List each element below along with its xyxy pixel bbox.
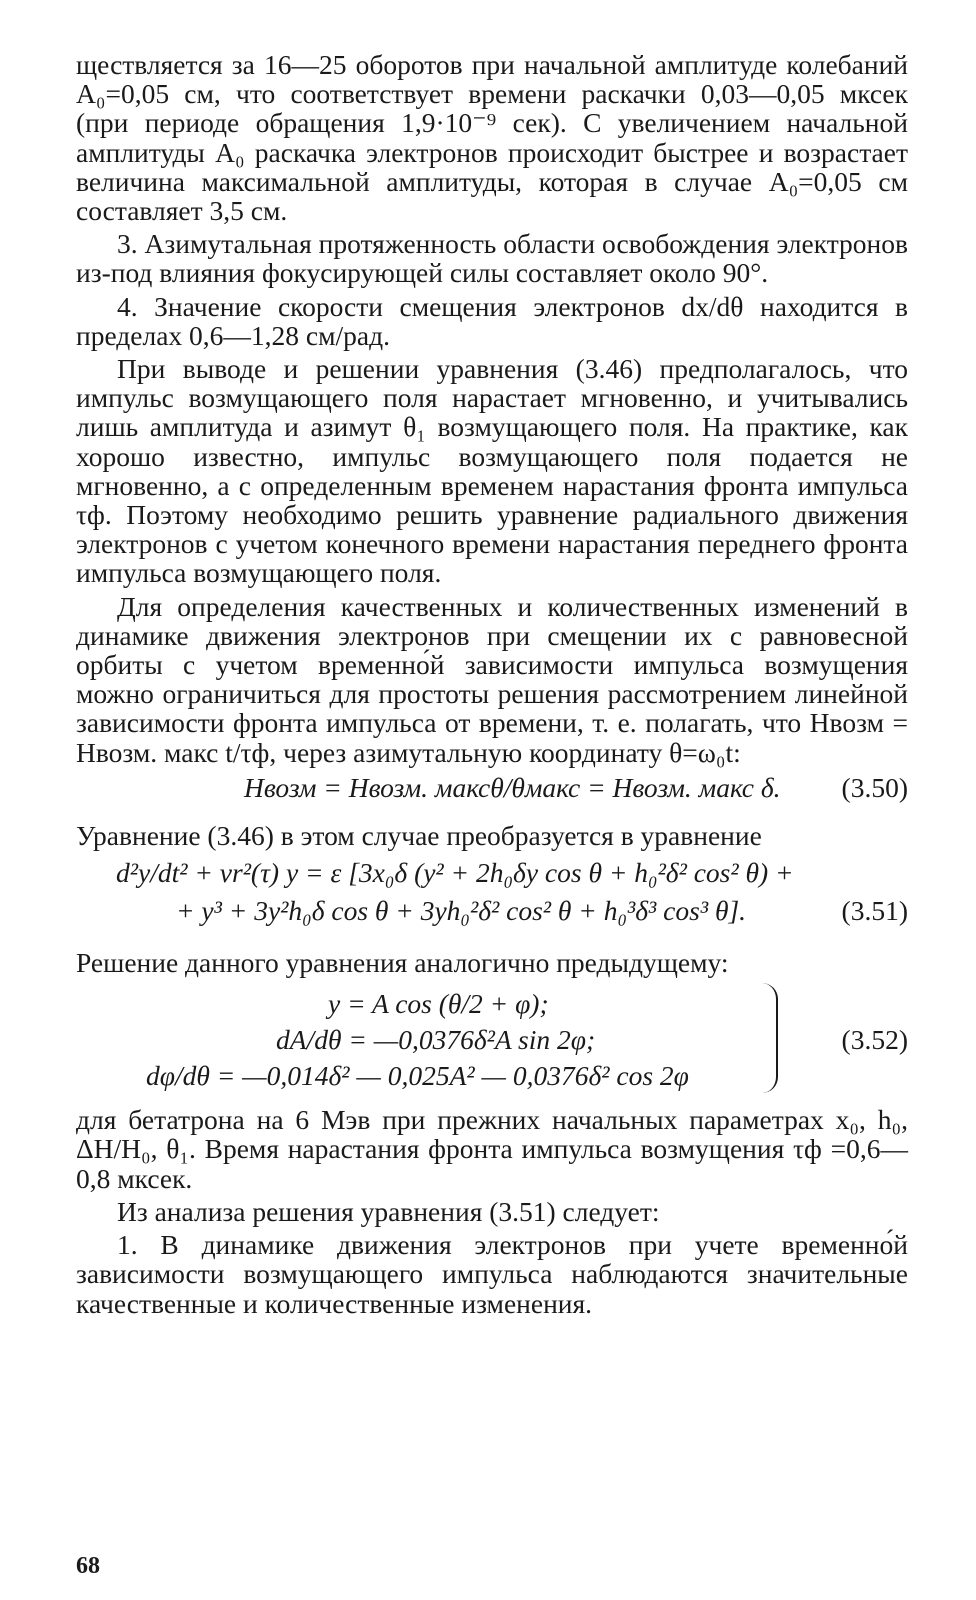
equation-3-52-line-3: dφ/dθ = —0,014δ² — 0,025A² — 0,0376δ² cos 2φ [146,1060,689,1092]
equation-3-52-number: (3.52) [841,1024,908,1056]
paragraph-linear-front: Для определения качественных и количественных изменений в динамике движения электронов при смещении их с равновесной орбиты с учетом временно́й зависимости импульса возмущения можно ограничиться для простоты решения рассмотрением линейной зависимости фронта импульса от времени, т. е. полагать, что Hвозм = Hвозм. макс t/τф, через азимутальную координату θ=ω₀t: [76,590,908,768]
equation-system-3-52 [76,981,908,1105]
equation-3-50 [76,773,908,817]
paragraph-item-1: 1. В динамике движения электронов при учете временно́й зависимости возмущающего импульса наблюдаются значительные качественные и количественные изменения. [76,1229,908,1319]
paragraph-impulse-assumption: При выводе и решении уравнения (3.46) предполагалось, что импульс возмущающего поля нарастает мгновенно, и учитывались лишь амплитуда и азимут θ₁ возмущающего поля. На практике, как хорошо известно, импульс возмущающего поля подается не мгновенно, а с определенным временем нарастания фронта импульса τф. Поэтому необходимо решить уравнение радиального движения электронов с учетом конечного времени нарастания переднего фронта импульса возмущающего поля. [76,353,908,589]
page-number: 68 [76,1553,100,1579]
right-brace [762,983,778,1093]
paragraph-analysis-intro: Из анализа решения уравнения (3.51) следует: [117,1195,660,1227]
equation-3-52-line-2: dA/dθ = —0,0376δ²A sin 2φ; [276,1024,596,1056]
equation-3-52-line-1: y = A cos (θ/2 + φ); [328,988,549,1020]
equation-3-51-line-2: + y³ + 3y²h₀δ cos θ + 3yh₀²δ² cos² θ + h₀³δ³ cos³ θ]. [176,895,747,927]
paragraph-transform: Уравнение (3.46) в этом случае преобразуется в уравнение [76,819,762,851]
equation-3-51-number: (3.51) [841,895,908,927]
equation-3-50-formula: Hвозм = Hвозм. максθ/θмакс = Hвозм. макс δ. [244,771,781,803]
equation-3-50-number: (3.50) [841,771,908,803]
paragraph-solution-intro: Решение данного уравнения аналогично предыдущему: [76,947,729,979]
paragraph-continuation: ществляется за 16—25 оборотов при начальной амплитуде колебаний A₀=0,05 см, что соответствует времени раскачки 0,03—0,05 мксек (при периоде обращения 1,9·10⁻⁹ сек). С увеличением начальной амплитуды A₀ раскачка электронов происходит быстрее и возрастает величина максимальной амплитуды, которая в случае A₀=0,05 см составляет 3,5 см. [76,49,908,227]
equation-3-51 [76,852,908,948]
paragraph-item-3: 3. Азимутальная протяженность области освобождения электронов из-под влияния фокусирующей силы составляет около 90°. [76,228,908,289]
paragraph-item-4: 4. Значение скорости смещения электронов dx/dθ находится в пределах 0,6—1,28 см/рад. [76,290,908,351]
equation-3-51-line-1: d²y/dt² + νr²(τ) y = ε [3x₀δ (y² + 2h₀δy cos θ + h₀²δ² cos² θ) + [116,857,794,889]
paragraph-betatron-params: для бетатрона на 6 Мэв при прежних начальных параметрах x₀, h₀, ΔH/H₀, θ₁. Время нарастания фронта импульса возмущения τф =0,6—0,8 мксек. [76,1104,908,1194]
text-column [76,50,908,1318]
